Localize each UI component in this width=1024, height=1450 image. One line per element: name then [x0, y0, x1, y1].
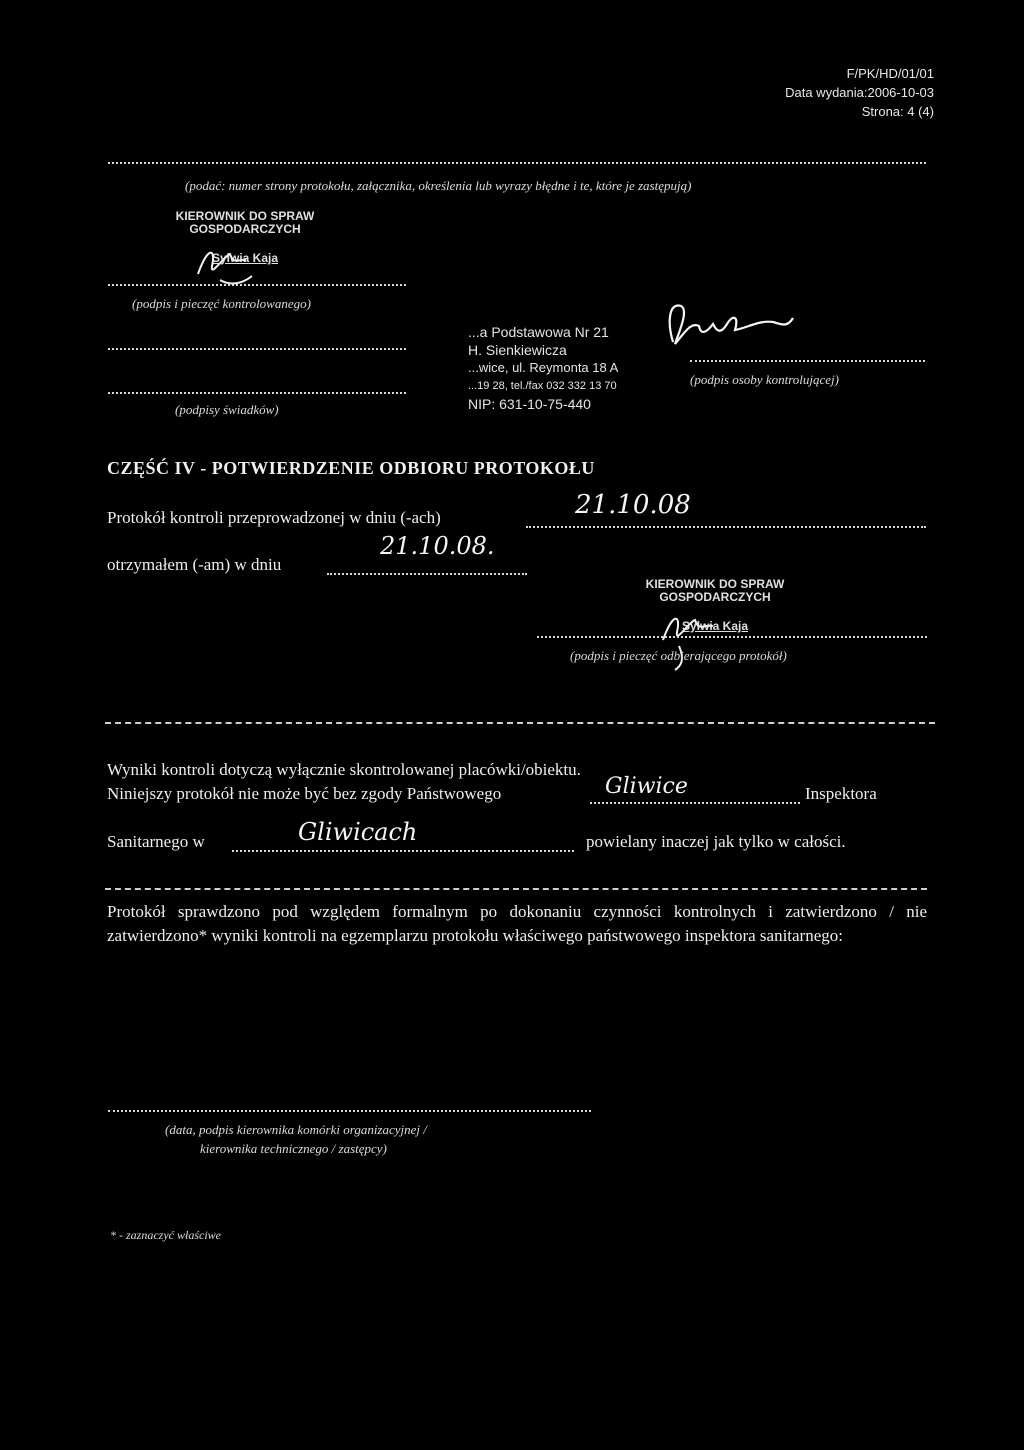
corrections-line: [108, 162, 926, 164]
receipt-inspection-date: 21.10.08: [575, 490, 691, 520]
results-handwritten-city-2: Gliwicach: [298, 818, 418, 846]
stamp-line-5: NIP: 631-10-75-440: [468, 396, 591, 412]
results-line-2-start: Niniejszy protokół nie może być bez zgody Państwowego: [107, 784, 502, 803]
receipt-line-2-dots: [327, 573, 527, 575]
institution-stamp: [468, 323, 618, 413]
results-line-2-dots: [590, 802, 800, 804]
stamp-line-4: ...19 28, tel./fax 032 332 13 70: [468, 380, 617, 392]
issue-date: Data wydania:2006-10-03: [785, 85, 934, 100]
approval-signature-line: [108, 1110, 591, 1112]
controlled-signature-icon: [190, 236, 270, 296]
footnote: * - zaznaczyć właściwe: [110, 1228, 221, 1242]
stamp-line-1: ...a Podstawowa Nr 21: [468, 324, 609, 340]
receiver-signature-line: [537, 636, 927, 638]
receipt-line-1-dots: [526, 526, 926, 528]
approval-caption-line-2: kierownika technicznego / zastępcy): [200, 1141, 387, 1156]
controlled-caption: (podpis i pieczęć kontrolowanego): [132, 296, 311, 311]
receipt-date: 21.10.08.: [380, 532, 495, 560]
document-code: F/PK/HD/01/01: [846, 66, 934, 81]
receiver-stamp-name: Sylwia Kaja: [681, 619, 749, 633]
verification-separator: [105, 888, 927, 890]
results-handwritten-city: Gliwice: [605, 774, 688, 799]
document-header: [785, 64, 934, 121]
receiver-stamp-title-line1: KIEROWNIK DO SPRAW: [645, 577, 785, 591]
results-line-2-end: Inspektora: [805, 784, 877, 803]
stamp-line-2: H. Sienkiewicza: [468, 342, 567, 358]
page-number: Strona: 4 (4): [861, 104, 934, 119]
approval-caption-line-1: (data, podpis kierownika komórki organizacyjnej /: [165, 1122, 427, 1137]
results-line-3-end: powielany inaczej jak tylko w całości.: [586, 832, 846, 851]
receiver-stamp-title-line2: GOSPODARCZYCH: [659, 590, 771, 604]
section-separator: [105, 722, 935, 724]
stamp-title-line1: KIEROWNIK DO SPRAW: [175, 209, 315, 223]
stamp-title-line2: GOSPODARCZYCH: [189, 222, 301, 236]
stamp-line-3: ...wice, ul. Reymonta 18 A: [468, 360, 619, 375]
verification-paragraph: Protokół sprawdzono pod względem formalnym po dokonaniu czynności kontrolnych i zatwierdzono / nie zatwierdzono* wyniki kontroli na egzemplarzu protokołu właściwego państwowego inspektora sanitarnego:: [107, 902, 927, 945]
witness-line-1: [108, 348, 406, 350]
witnesses-caption: (podpisy świadków): [175, 402, 279, 417]
results-line-3-dots: [232, 850, 574, 852]
inspector-caption: (podpis osoby kontrolującej): [690, 372, 839, 387]
controlled-signature-line: [108, 284, 406, 286]
corrections-note: (podać: numer strony protokołu, załącznika, określenia lub wyrazy błędne i te, które je zastępują): [185, 178, 692, 193]
stamp-name: Sylwia Kaja: [211, 251, 279, 265]
witness-line-2: [108, 392, 406, 394]
inspector-signature-icon: [655, 292, 805, 362]
receipt-line-1-text: Protokół kontroli przeprowadzonej w dniu (-ach): [107, 508, 441, 527]
results-line-1: Wyniki kontroli dotyczą wyłącznie skontrolowanej placówki/obiektu.: [107, 760, 581, 779]
inspector-signature-line: [690, 360, 925, 362]
receipt-line-2-text: otrzymałem (-am) w dniu: [107, 555, 282, 574]
section-title: CZĘŚĆ IV - POTWIERDZENIE ODBIORU PROTOKOŁU: [107, 458, 595, 478]
receiver-caption: (podpis i pieczęć odbierającego protokół): [570, 648, 787, 663]
results-line-3-start: Sanitarnego w: [107, 832, 205, 851]
